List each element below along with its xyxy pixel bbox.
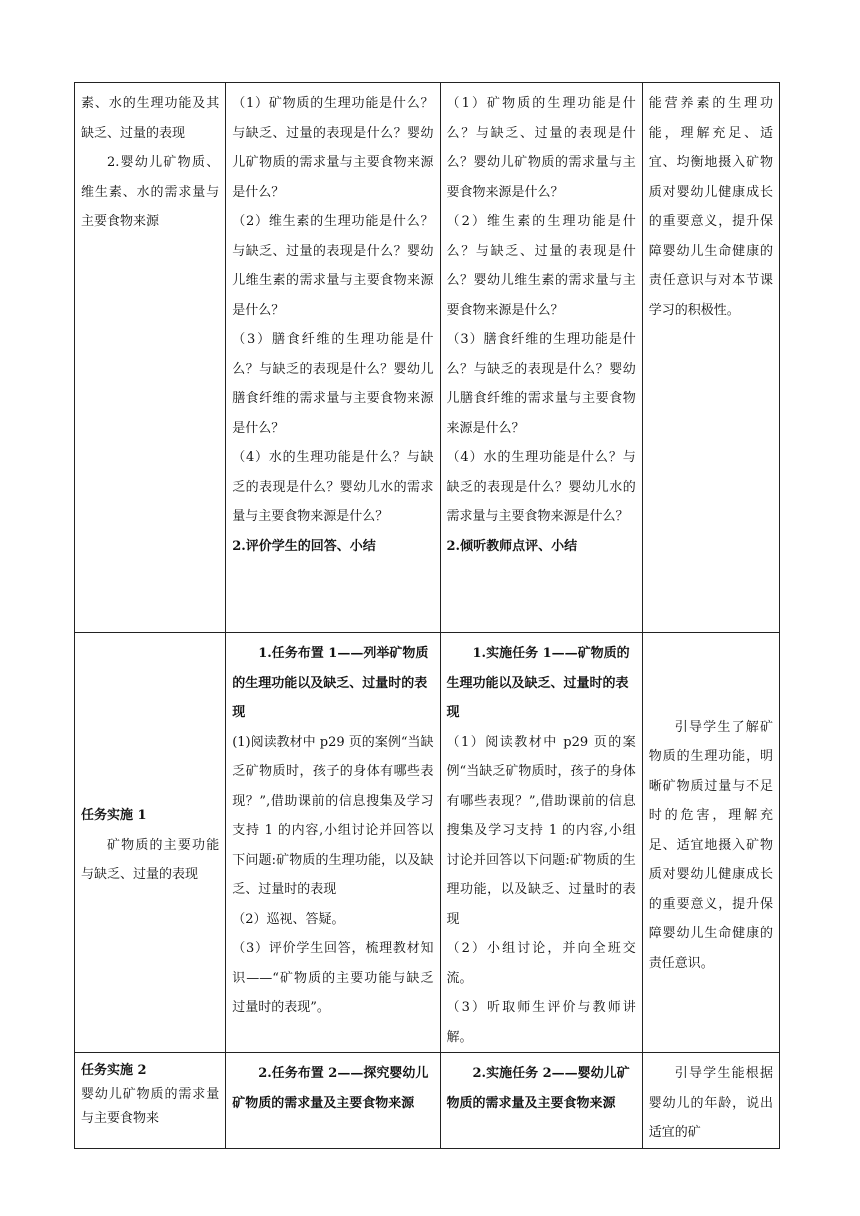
task-step: （2）巡视、答疑。	[232, 911, 345, 927]
table-row	[75, 83, 780, 633]
topic-cell	[75, 1053, 226, 1149]
topic-cell	[75, 633, 226, 1053]
design-intent-text: 能营养素的生理功能，理解充足、适宜、均衡地摄入矿物质对婴幼儿健康成长的重要意义，提升保障婴幼儿生命健康的责任意识与对本节课学习的积极性。	[648, 96, 773, 318]
task-step: （3）听取师生评价与教师讲解。	[446, 1000, 636, 1045]
teacher-activity-cell	[226, 633, 440, 1053]
teacher-activity-cell	[226, 1053, 440, 1149]
task-step: （2）小组讨论，并向全班交流。	[446, 941, 636, 986]
task-title: 任务实施 1	[81, 808, 147, 824]
task-heading: 2.任务布置 2——探究婴幼儿矿物质的需求量及主要食物来源	[232, 1066, 429, 1111]
task-step: （3）评价学生回答，梳理教材知识——“矿物质的主要功能与缺乏过量时的表现”。	[232, 941, 434, 1015]
task-step: (1)阅读教材中 p29 页的案例“当缺乏矿物质时，孩子的身体有哪些表现？”,借助课前的信息搜集及学习支持 1 的内容,小组讨论并回答以下问题:矿物质的生理功能，以及缺乏、过量时的表现	[232, 734, 434, 897]
design-intent-text: 引导学生了解矿物质的生理功能，明晰矿物质过量与不足时的危害，理解充足、适宜地摄入矿物质对婴幼儿健康成长的重要意义，提升保障婴幼儿生命健康的责任意识。	[648, 719, 773, 971]
task-subtitle: 婴幼儿矿物质的需求量与主要食物来	[81, 1087, 220, 1126]
question-item: （4）水的生理功能是什么？与缺乏的表现是什么？婴幼儿水的需求量与主要食物来源是什么？	[446, 450, 636, 524]
question-item: （3）膳食纤维的生理功能是什么？与缺乏的表现是什么？婴幼儿膳食纤维的需求量与主要食物来源是什么？	[232, 332, 434, 436]
design-intent-text: 引导学生能根据婴幼儿的年龄，说出适宜的矿	[648, 1066, 773, 1140]
student-activity-cell	[440, 83, 642, 633]
task-subtitle: 矿物质的主要功能与缺乏、过量的表现	[81, 837, 220, 883]
question-item: （3）膳食纤维的生理功能是什么？与缺乏的表现是什么？婴幼儿膳食纤维的需求量与主要食物来源是什么？	[446, 332, 636, 436]
student-activity-cell	[440, 1053, 642, 1149]
question-item: （4）水的生理功能是什么？与缺乏的表现是什么？婴幼儿水的需求量与主要食物来源是什么？	[232, 450, 434, 524]
question-item: （2）维生素的生理功能是什么？与缺乏、过量的表现是什么？婴幼儿维生素的需求量与主要食物来源是什么？	[446, 214, 636, 318]
design-intent-cell	[642, 1053, 779, 1149]
task-heading: 2.实施任务 2——婴幼儿矿物质的需求量及主要食物来源	[446, 1066, 630, 1111]
question-item: （2）维生素的生理功能是什么？与缺乏、过量的表现是什么？婴幼儿维生素的需求量与主要食物来源是什么？	[232, 214, 434, 318]
table-row	[75, 633, 780, 1053]
teacher-activity-cell	[226, 83, 440, 633]
question-item: （1）矿物质的生理功能是什么？与缺乏、过量的表现是什么？婴幼儿矿物质的需求量与主要食物来源是什么？	[232, 96, 434, 200]
question-item: （1）矿物质的生理功能是什么？与缺乏、过量的表现是什么？婴幼儿矿物质的需求量与主要食物来源是什么？	[446, 96, 636, 200]
topic-cell	[75, 83, 226, 633]
closing-step: 2.评价学生的回答、小结	[232, 538, 376, 554]
task-title: 任务实施 2	[81, 1063, 147, 1078]
topic-text: 素、水的生理功能及其缺乏、过量的表现	[81, 96, 220, 141]
topic-item: 2.婴幼儿矿物质、维生素、水的需求量与主要食物来源	[81, 155, 220, 229]
student-activity-cell	[440, 633, 642, 1053]
task-heading: 1.任务布置 1——列举矿物质的生理功能以及缺乏、过量时的表现	[232, 646, 429, 720]
design-intent-cell	[642, 83, 779, 633]
table-row	[75, 1053, 780, 1149]
task-step: （1）阅读教材中 p29 页的案例“当缺乏矿物质时，孩子的身体有哪些表现？”,借助课前的信息搜集及学习支持 1 的内容,小组讨论并回答以下问题:矿物质的生理功能，以及缺乏、过量时的表现	[446, 734, 636, 927]
design-intent-cell	[642, 633, 779, 1053]
lesson-plan-table	[74, 82, 780, 1149]
closing-step: 2.倾听教师点评、小结	[446, 538, 578, 554]
task-heading: 1.实施任务 1——矿物质的生理功能以及缺乏、过量时的表现	[446, 646, 630, 720]
